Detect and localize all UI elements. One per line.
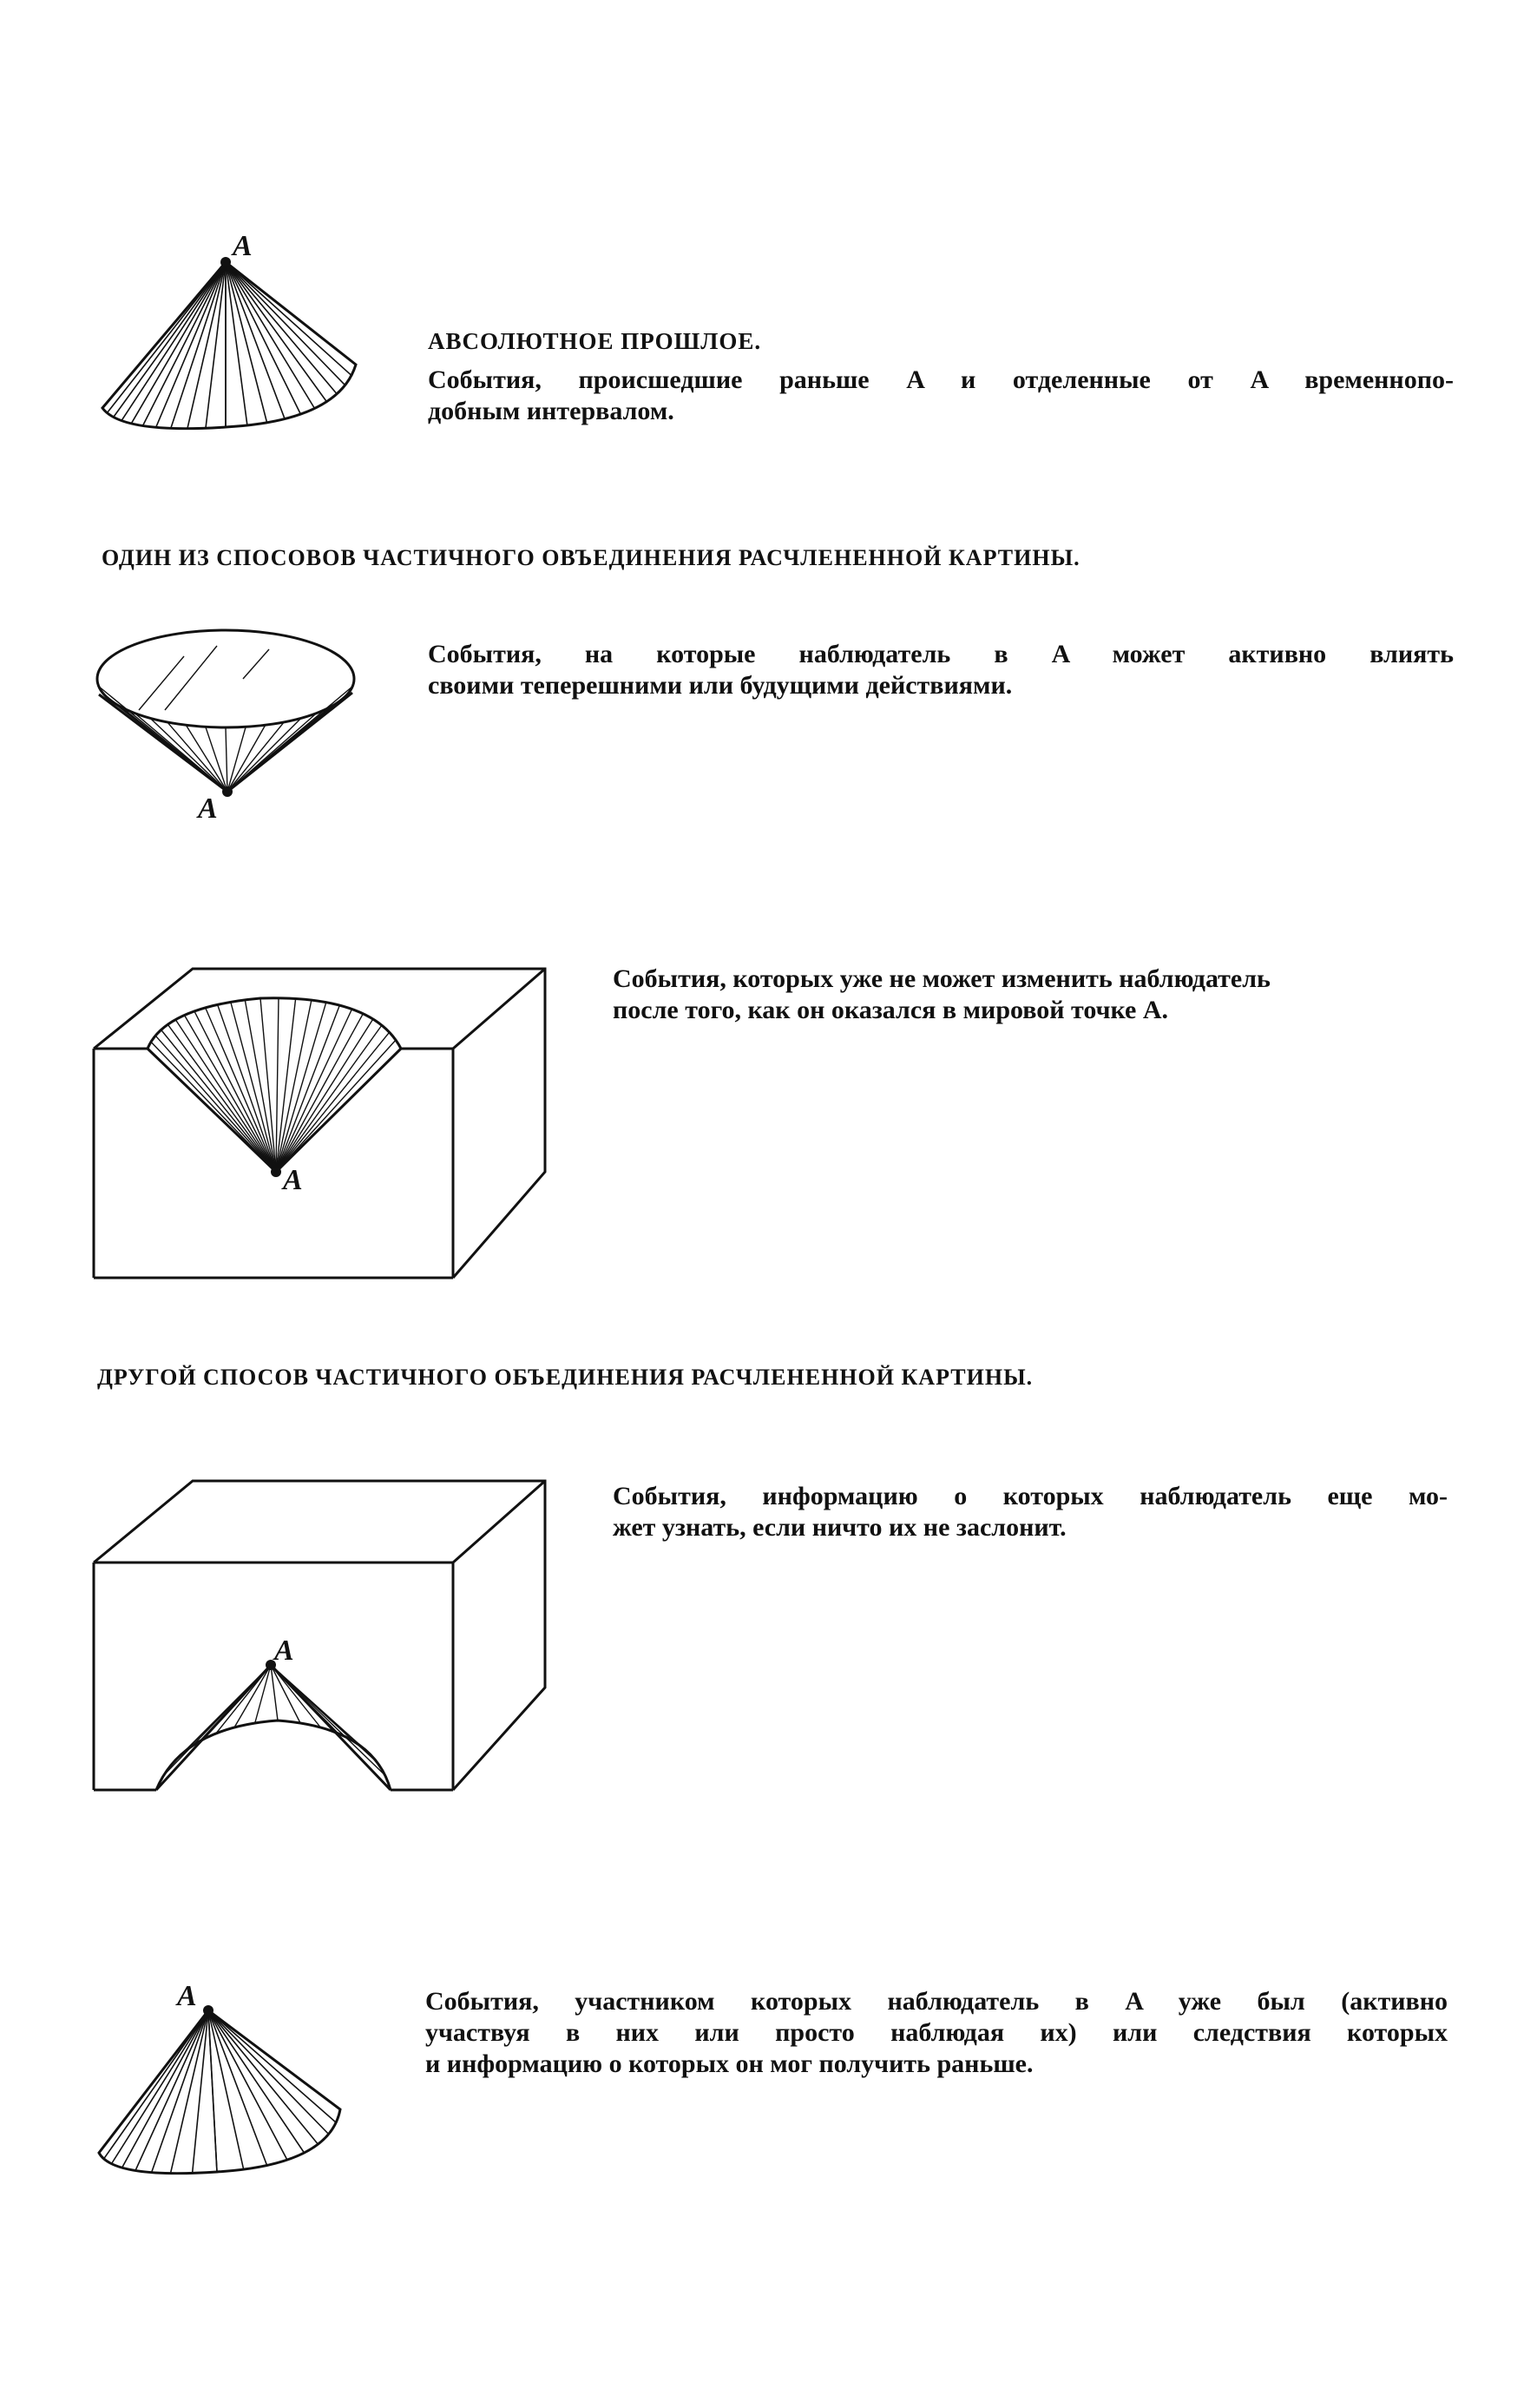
cone-ruling-line (276, 1040, 396, 1172)
cone-ruling-line (104, 2010, 208, 2159)
cone-ruling-line (226, 262, 351, 375)
cone-ruling-line (208, 2010, 287, 2160)
cone-ruling-line (208, 2010, 340, 2109)
cone-ruling-line (161, 1030, 276, 1172)
cone-ruling-line (112, 2010, 209, 2164)
apex-point (271, 1167, 281, 1177)
can-learn-line-2: жет узнать, если ничто их не заслонит. (613, 1513, 1067, 1542)
can-learn-box-figure (87, 1467, 573, 1814)
apex-point (203, 2005, 213, 2016)
cone-ruling-line (102, 262, 226, 408)
cone-ruling-line (208, 2010, 217, 2172)
cone-ruling-line (226, 262, 315, 409)
cone-ruling-line (276, 998, 279, 1172)
apex-label: A (177, 1980, 197, 2012)
cone-ruling-line (208, 2010, 329, 2135)
cone-ruling-line (151, 1042, 276, 1172)
absolute-past-text (428, 365, 1454, 427)
heading-two: ДРУГОЙ СПОСОВ ЧАСТИЧНОГО ОБЪЕДИНЕНИЯ РАСЧЛЕНЕННОЙ КАРТИНЫ. (97, 1365, 1034, 1390)
cone-ruling-line (175, 1020, 276, 1172)
future-influence-line-1: События, на которые наблюдатель в A может активно влиять (428, 640, 1454, 668)
participated-text (425, 1986, 1448, 2080)
participated-line-2: участвуя в них или просто наблюдая их) или следствия которых (425, 2018, 1448, 2047)
apex-label: A (233, 230, 253, 262)
cone-ruling-line (171, 262, 226, 428)
cone-ruling-line (276, 1014, 363, 1172)
participated-line-1: События, участником которых наблюдатель в A уже был (активно (425, 1987, 1448, 2016)
future-influence-cone-figure (87, 625, 365, 833)
cone-ruling-line (271, 1665, 385, 1775)
participated-cone-figure (87, 1979, 373, 2188)
cone-ruling-line (167, 722, 227, 792)
cannot-change-line-2: после того, как он оказался в мировой точке A. (613, 996, 1169, 1024)
cone-ruling-line (271, 1665, 300, 1723)
absolute-past-cone-figure (87, 230, 373, 434)
can-learn-text (613, 1481, 1448, 1543)
cone-ruling-line (227, 725, 266, 792)
apex-label: A (198, 793, 218, 825)
can-learn-line-1: События, информацию о которых наблюдатель еще мо- (613, 1482, 1448, 1510)
cone-ruling-line (271, 1665, 320, 1727)
cone-cutout-rim (156, 1720, 391, 1790)
cone-ruling-line (218, 1004, 276, 1172)
cone-ruling-line (276, 1010, 352, 1173)
cone-cutout-rim (148, 998, 401, 1049)
cone-ruling-line (276, 1032, 390, 1172)
cannot-change-text (613, 964, 1446, 1026)
cone-ruling-line (276, 1025, 382, 1172)
apex-point (222, 786, 233, 797)
participated-line-3: и информацию о которых он мог получить раньше. (425, 2049, 1034, 2078)
future-influence-text (428, 639, 1454, 701)
cone-ruling-line (227, 687, 352, 792)
absolute-past-title: АВСОЛЮТНОЕ ПРОШЛОЕ. (428, 328, 762, 354)
apex-point (220, 257, 231, 267)
absolute-past-line-2: добным интервалом. (428, 397, 674, 425)
absolute-past-line-1: События, происшедшие раньше A и отделенные от A временнопо- (428, 365, 1454, 394)
cone-ruling-line (271, 1665, 391, 1790)
cone-ruling-line (227, 718, 301, 792)
cannot-change-line-1: События, которых уже не может изменить наблюдатель (613, 964, 1271, 993)
cone-ruling-line (208, 2010, 318, 2144)
apex-label: A (274, 1635, 294, 1667)
cone-outline (99, 2010, 340, 2174)
cone-ruling-line (226, 262, 345, 385)
cone-ruling-line (227, 722, 284, 792)
future-influence-line-2: своими теперешними или будущими действиями. (428, 671, 1013, 700)
cone-ruling-line (276, 1000, 312, 1172)
cone-ruling-line (226, 727, 227, 792)
heading-one: ОДИН ИЗ СПОСОВОВ ЧАСТИЧНОГО ОВЪЕДИНЕНИЯ РАСЧЛЕНЕННОЙ КАРТИНЫ. (102, 545, 1080, 570)
cone-ruling-line (131, 262, 226, 424)
apex-label: A (283, 1164, 303, 1196)
cannot-change-box-figure (87, 955, 573, 1293)
cone-top-ellipse (97, 630, 354, 727)
